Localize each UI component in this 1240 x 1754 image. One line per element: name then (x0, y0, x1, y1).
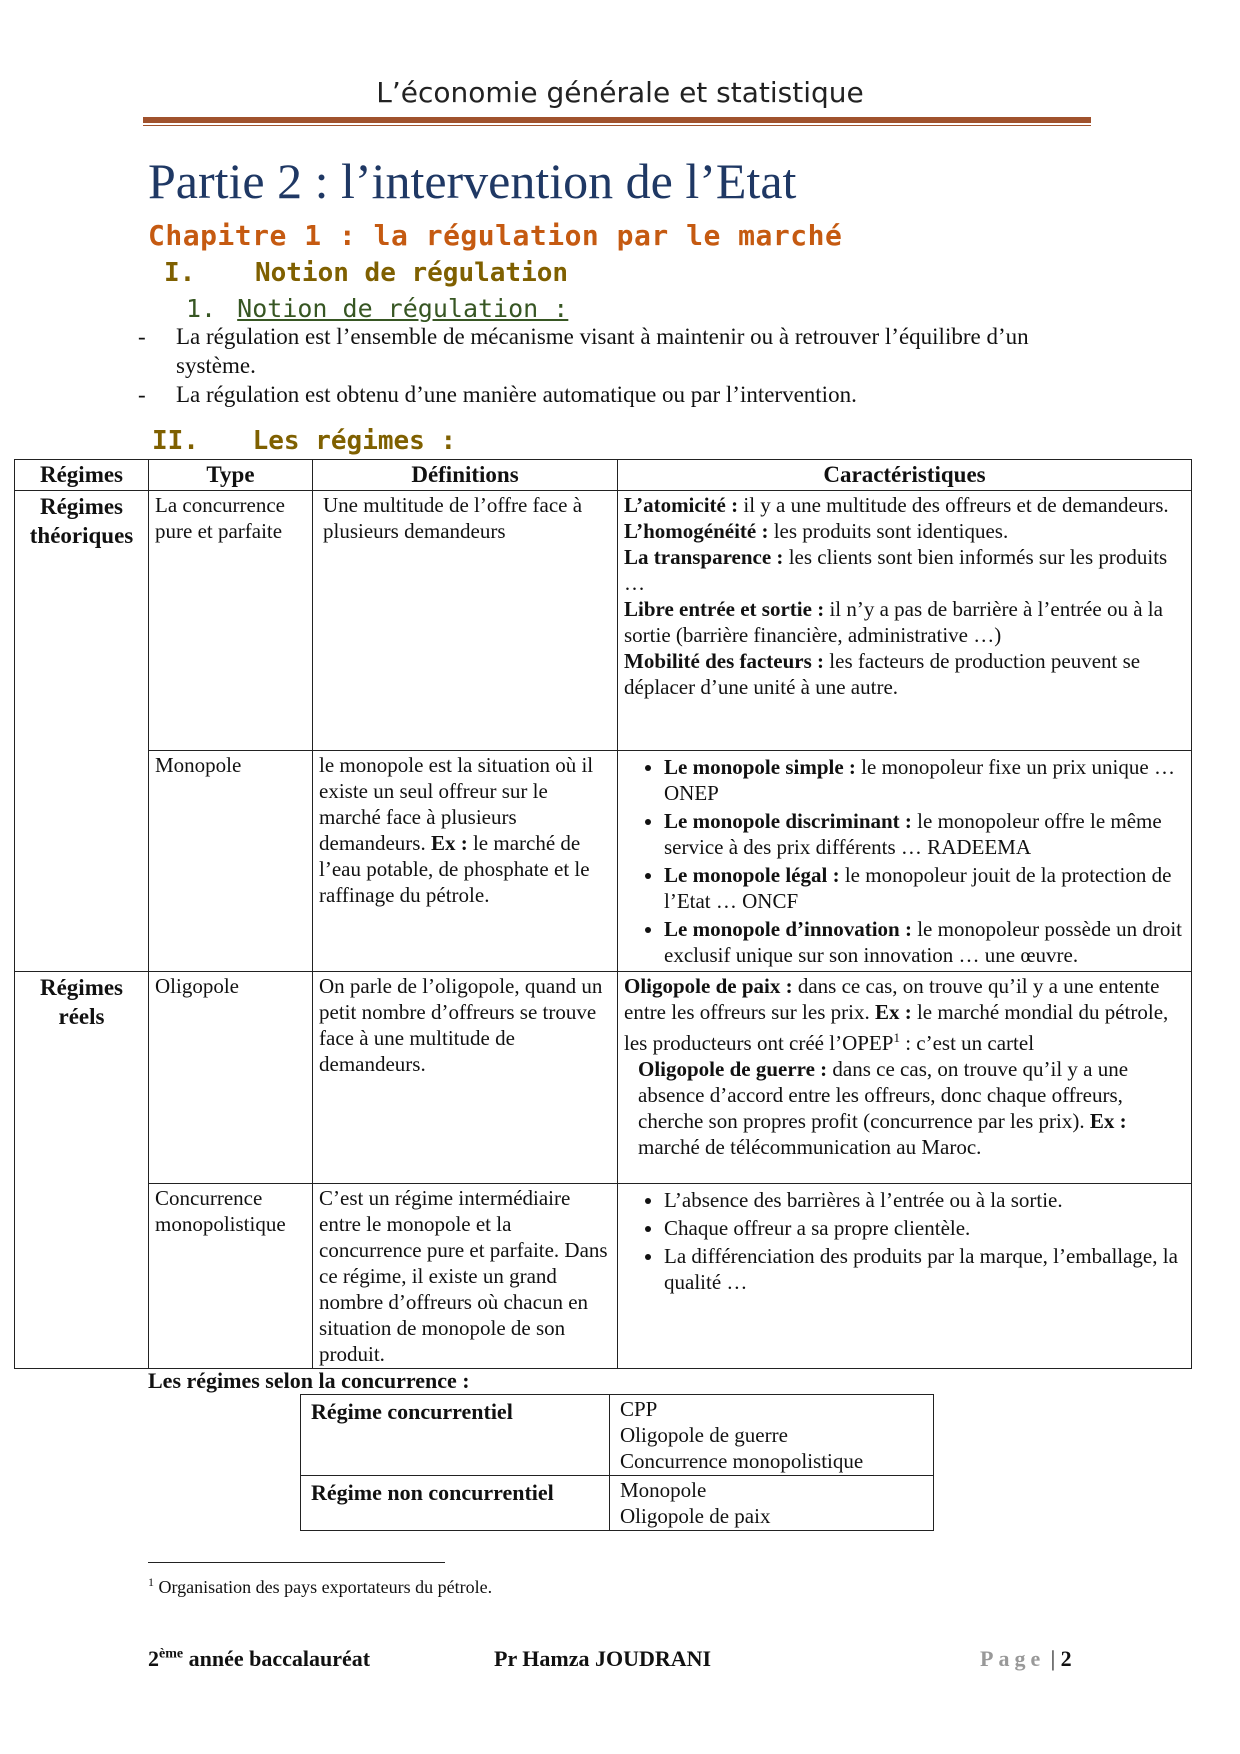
characteristic-bullet: • L’absence des barrières à l’entrée ou à la sortie. (664, 1187, 1185, 1213)
column-header: Type (149, 460, 313, 491)
header-rule-thin (143, 125, 1091, 126)
bullet-item (138, 380, 1098, 409)
table-row (301, 1476, 934, 1531)
regime-items: CPP Oligopole de guerre Concurrence monopolistique (610, 1395, 934, 1476)
characteristic-bullet: • Le monopole légal : le monopoleur jouit de la protection de l’Etat … ONCF (664, 862, 1185, 914)
definition-cell: Une multitude de l’offre face à plusieurs demandeurs (313, 491, 618, 751)
footnote-separator (148, 1562, 445, 1563)
characteristic-item: Libre entrée et sortie : il n’y a pas de barrière à l’entrée ou à la sortie (barrière financière, administrative …) (624, 597, 1163, 647)
type-cell: La concurrence pure et parfaite (149, 491, 313, 751)
table-row (15, 972, 1192, 1184)
document-header-title: L’économie générale et statistique (376, 76, 864, 109)
dash-bullet: - (138, 324, 146, 349)
characteristic-bullet: • La différenciation des produits par la marque, l’emballage, la qualité … (664, 1243, 1185, 1295)
section-number: II. (152, 426, 199, 456)
subsection-title: Notion de régulation : (237, 294, 569, 323)
type-cell: Oligopole (149, 972, 313, 1184)
bullet-text: La régulation est obtenu d’une manière automatique ou par l’intervention. (176, 382, 857, 407)
footer-level: 2ème année baccalauréat (148, 1646, 371, 1671)
characteristic-item: Mobilité des facteurs : les facteurs de production peuvent se déplacer d’une unité à une autre. (624, 649, 1141, 699)
column-header: Définitions (313, 460, 618, 491)
regime-label: Régime concurrentiel (301, 1395, 610, 1476)
concurrence-table (300, 1394, 934, 1531)
regime-label: Régime non concurrentiel (301, 1476, 610, 1531)
characteristic-bullet: • Le monopole discriminant : le monopoleur offre le même service à des prix différents … RADEEMA (664, 808, 1185, 860)
section-heading-1 (164, 258, 568, 288)
dash-bullet: - (138, 382, 146, 407)
characteristic-bullet: • Le monopole d’innovation : le monopoleur possède un droit exclusif unique sur son innovation … une œuvre. (664, 916, 1185, 968)
definition-cell: On parle de l’oligopole, quand un petit nombre d’offreurs se trouve face à une multitude de demandeurs. (313, 972, 618, 1184)
regimes-table (14, 459, 1192, 1369)
characteristic-bullet: • Le monopole simple : le monopoleur fixe un prix unique … ONEP (664, 754, 1185, 806)
table-row (301, 1395, 934, 1476)
concurrence-section-title: Les régimes selon la concurrence : (148, 1368, 470, 1393)
characteristics-cell (618, 491, 1192, 751)
footnote (148, 1575, 492, 1598)
table-row (15, 491, 1192, 751)
table-row (15, 751, 1192, 972)
table-header-row (15, 460, 1192, 491)
column-header: Caractéristiques (618, 460, 1192, 491)
page-number: 2 (1060, 1646, 1072, 1671)
chapter-title: Chapitre 1 : la régulation par le marché (148, 219, 843, 252)
characteristic-item: L’atomicité : il y a une multitude des offreurs et de demandeurs. (624, 493, 1169, 517)
footer-page-number: Page | 2 (980, 1646, 1072, 1671)
column-header: Régimes (15, 460, 149, 491)
characteristic-item: Oligopole de guerre : dans ce cas, on trouve qu’il y a une absence d’accord entre les offreurs, donc chaque offreurs, cherche son propres profit (concurrence par les prix). Ex : marché de télécommunication au Maroc. (638, 1057, 1129, 1159)
header-rule (143, 117, 1091, 123)
characteristic-bullet: • Chaque offreur a sa propre clientèle. (664, 1215, 1185, 1241)
section-title: Les régimes : (252, 426, 457, 456)
characteristic-item: Oligopole de paix : dans ce cas, on trouve qu’il y a une entente entre les offreurs sur les prix. Ex : le marché mondial du pétrole, les producteurs ont créé l’OPEP$^1$ : c’est un cartel (624, 974, 1169, 1055)
definition-cell: C’est un régime intermédiaire entre le monopole et la concurrence pure et parfaite. Dans ce régime, il existe un grand nombre d’offreurs où chacun en situation de monopole de son produit. (313, 1184, 618, 1369)
footnote-text: Organisation des pays exportateurs du pétrole. (154, 1577, 493, 1597)
regime-cell-empty (15, 751, 149, 972)
footer-author: Pr Hamza JOUDRANI (494, 1646, 712, 1671)
section-number: I. (164, 258, 196, 288)
regime-cell-theoriques: Régimes théoriques (15, 491, 149, 751)
section-heading-2 (152, 426, 456, 456)
footnote-mark: 1 (893, 1030, 900, 1045)
definition-cell: le monopole est la situation où il existe un seul offreur sur le marché face à plusieurs demandeurs. Ex : le marché de l’eau potable, de phosphate et le raffinage du pétrole. (313, 751, 618, 972)
subsection-number: 1. (186, 294, 217, 323)
regime-cell-reels: Régimes réels (15, 972, 149, 1184)
part-title: Partie 2 : l’intervention de l’Etat (148, 153, 797, 209)
type-cell: Concurrence monopolistique (149, 1184, 313, 1369)
characteristic-item: La transparence : les clients sont bien informés sur les produits … (624, 545, 1168, 595)
subsection-heading (186, 294, 568, 323)
regime-items: Monopole Oligopole de paix (610, 1476, 934, 1531)
type-cell: Monopole (149, 751, 313, 972)
bullet-item (138, 322, 1098, 380)
characteristics-cell (618, 972, 1192, 1184)
page-label: Page (980, 1646, 1046, 1671)
table-row (15, 1184, 1192, 1369)
characteristics-cell (618, 1184, 1192, 1369)
characteristics-cell (618, 751, 1192, 972)
regime-cell-empty (15, 1184, 149, 1369)
bullet-text: La régulation est l’ensemble de mécanisme visant à maintenir ou à retrouver l’équilibre d’un système. (176, 324, 1029, 378)
characteristic-item: L’homogénéité : les produits sont identiques. (624, 519, 1009, 543)
section-title: Notion de régulation (254, 258, 569, 288)
footnote-mark: 1 (148, 1575, 154, 1589)
